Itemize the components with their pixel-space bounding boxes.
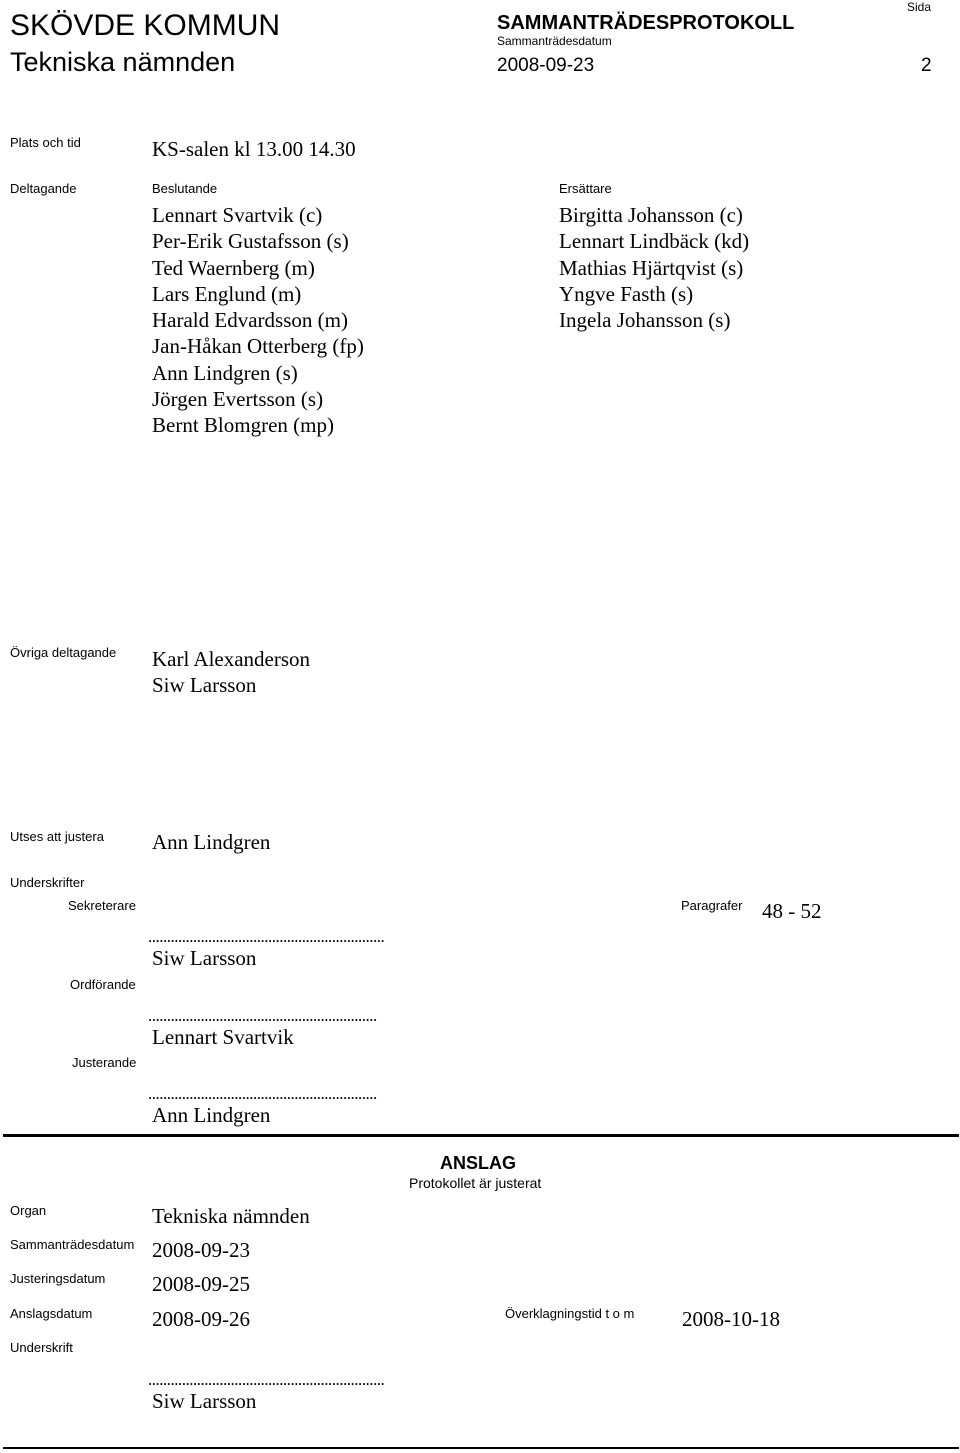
adjuster-name: Ann Lindgren	[152, 1103, 271, 1127]
municipality-name: SKÖVDE KOMMUN	[10, 9, 281, 42]
meeting-date: 2008-09-23	[497, 55, 595, 76]
document-type: SAMMANTRÄDESPROTOKOLL	[497, 12, 795, 34]
other-participants-label: Övriga deltagande	[10, 645, 117, 660]
secretary-label: Sekreterare	[68, 898, 136, 913]
adjust-date-label: Justeringsdatum	[10, 1271, 106, 1286]
adjuster-label: Justerande	[72, 1055, 137, 1070]
substitute: Yngve Fasth (s)	[559, 281, 694, 306]
notice-title: ANSLAG	[440, 1153, 516, 1173]
decision-maker: Lars Englund (m)	[152, 281, 302, 306]
decision-makers-list	[152, 202, 364, 439]
substitute: Birgitta Johansson (c)	[559, 203, 743, 227]
other-participant: Siw Larsson	[152, 673, 257, 698]
adjuster-signature-line: .............................................................	[148, 1084, 377, 1103]
organ-label: Organ	[10, 1203, 47, 1218]
substitute: Mathias Hjärtqvist (s)	[559, 255, 744, 280]
posting-date: 2008-09-26	[152, 1307, 250, 1331]
meeting-date-label: Sammanträdesdatum	[497, 34, 612, 48]
notice-meeting-date: 2008-09-23	[152, 1238, 250, 1262]
other-participant: Karl Alexanderson	[152, 647, 311, 671]
notice-signature-label: Underskrift	[10, 1340, 73, 1355]
adjuster-appointed-label: Utses att justera	[10, 829, 104, 844]
secretary-signature-line: ...............................................................	[148, 927, 385, 946]
decision-makers-label: Beslutande	[152, 181, 218, 196]
notice-signature-name: Siw Larsson	[152, 1389, 257, 1413]
page-label: Sida	[907, 0, 932, 14]
participants-label: Deltagande	[10, 181, 77, 196]
chair-label: Ordförande	[70, 977, 136, 992]
substitute: Lennart Lindbäck (kd)	[559, 229, 750, 254]
appeal-period-date: 2008-10-18	[682, 1307, 780, 1331]
paragraphs-value: 48 - 52	[762, 899, 822, 923]
signatures-label: Underskrifter	[10, 875, 85, 890]
paragraphs-label: Paragrafer	[681, 898, 743, 913]
decision-maker: Ann Lindgren (s)	[152, 360, 298, 385]
substitutes-list	[559, 202, 749, 333]
decision-maker: Ted Waernberg (m)	[152, 255, 315, 280]
page-bottom-rule	[3, 1447, 959, 1449]
other-participants-list	[152, 646, 310, 699]
decision-maker: Jan-Håkan Otterberg (fp)	[152, 334, 364, 359]
posting-date-label: Anslagsdatum	[10, 1306, 93, 1321]
chair-name: Lennart Svartvik	[152, 1025, 294, 1049]
notice-signature-line: ...............................................................	[148, 1370, 385, 1389]
decision-maker: Per-Erik Gustafsson (s)	[152, 229, 349, 254]
place-time-label: Plats och tid	[10, 135, 81, 150]
decision-maker: Bernt Blomgren (mp)	[152, 413, 334, 438]
substitute: Ingela Johansson (s)	[559, 308, 731, 333]
chair-signature-line: .............................................................	[148, 1006, 377, 1025]
decision-maker: Jörgen Evertsson (s)	[152, 387, 324, 412]
section-divider	[3, 1134, 959, 1137]
adjuster-appointed-name: Ann Lindgren	[152, 830, 271, 854]
adjust-date: 2008-09-25	[152, 1272, 250, 1296]
place-time-value: KS-salen kl 13.00 14.30	[152, 137, 356, 161]
organ-value: Tekniska nämnden	[152, 1204, 310, 1228]
notice-meeting-date-label: Sammanträdesdatum	[10, 1237, 135, 1252]
page-number: 2	[921, 55, 932, 76]
notice-subtitle: Protokollet är justerat	[409, 1175, 542, 1191]
appeal-period-label: Överklagningstid t o m	[505, 1306, 635, 1321]
board-name: Tekniska nämnden	[10, 47, 236, 77]
secretary-name: Siw Larsson	[152, 946, 257, 970]
decision-maker: Lennart Svartvik (c)	[152, 203, 323, 227]
decision-maker: Harald Edvardsson (m)	[152, 308, 348, 333]
substitutes-label: Ersättare	[559, 181, 612, 196]
